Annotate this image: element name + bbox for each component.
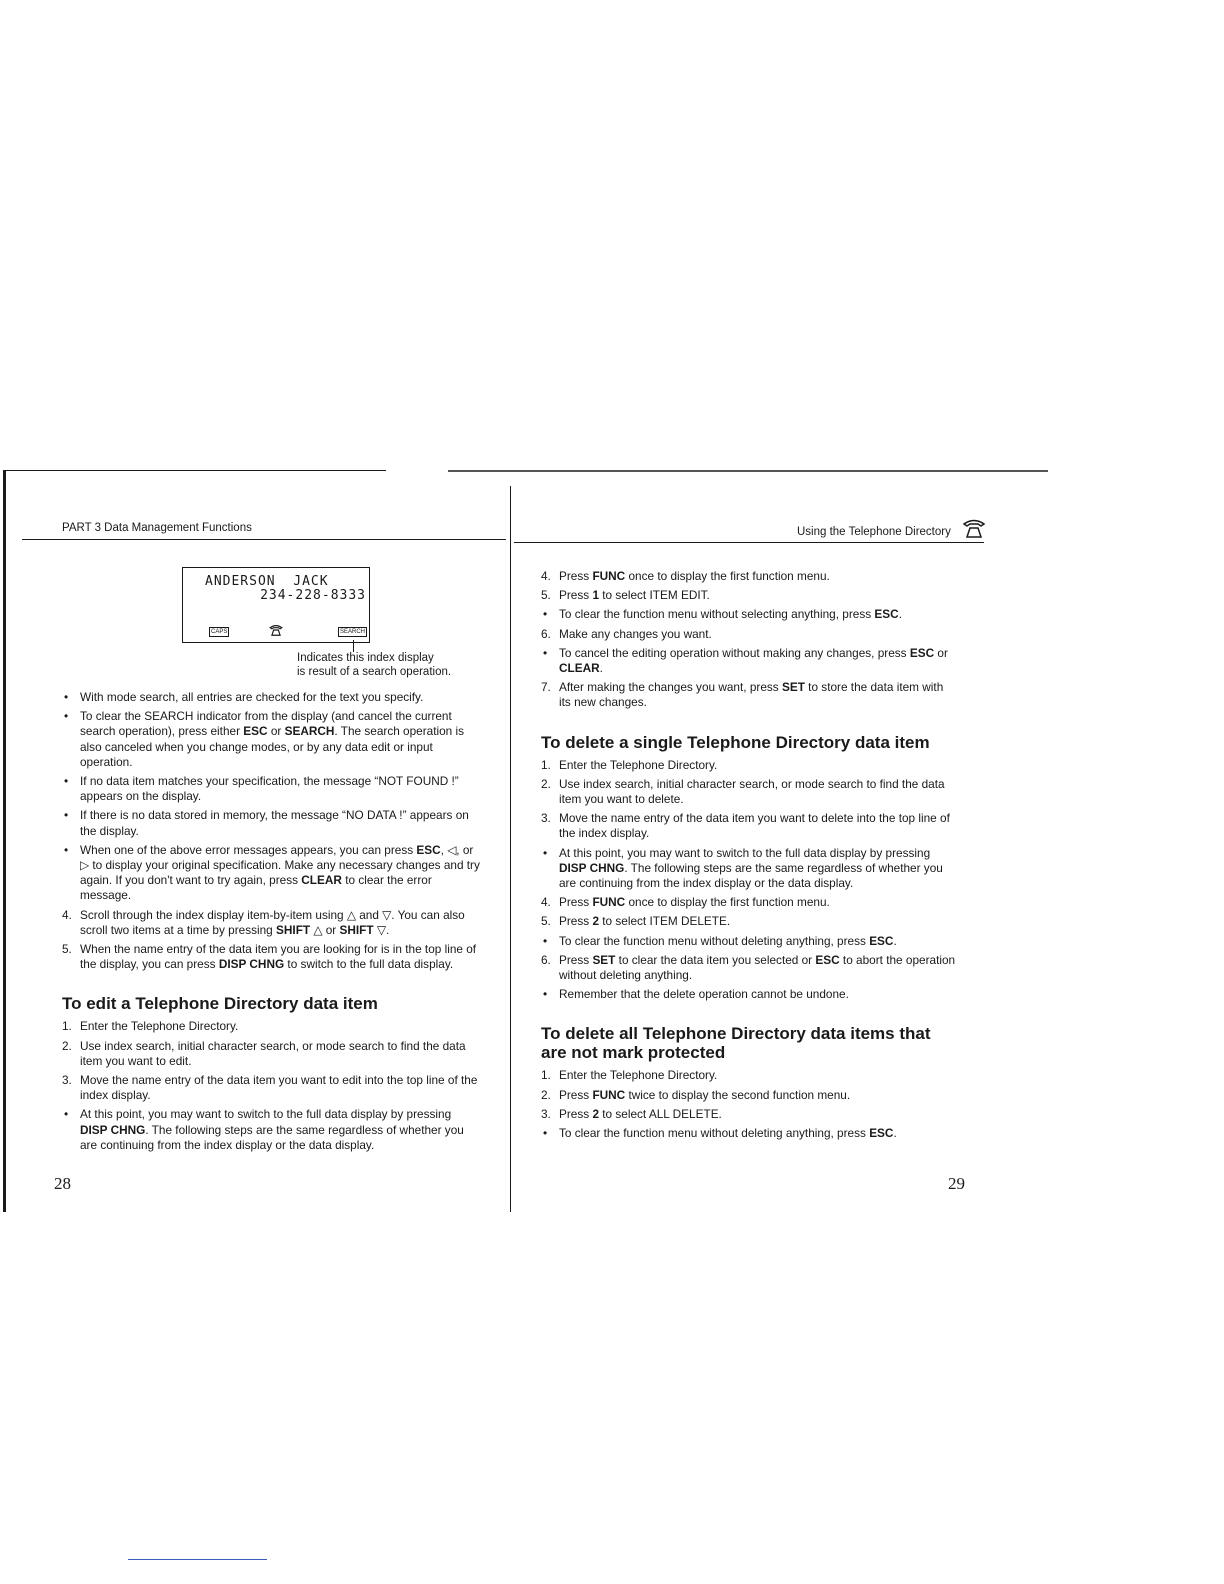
list-item: 6. Press SET to clear the data item you selected or ESC to abort the operation without deleting anything. bbox=[541, 952, 956, 983]
list-item: • With mode search, all entries are checked for the text you specify. bbox=[64, 690, 424, 704]
caption-line-1: Indicates this index display bbox=[297, 652, 434, 664]
list-item: • To clear the function menu without selecting anything, press ESC. bbox=[543, 607, 902, 622]
list-item: 5. When the name entry of the data item you are looking for is in the top line of the display, you can press DISP CHNG to switch to the full data display. bbox=[62, 942, 477, 972]
list-item: 2. Press FUNC twice to display the second function menu. bbox=[541, 1087, 851, 1102]
right-header-rule bbox=[514, 542, 984, 543]
gutter-line bbox=[510, 486, 511, 1212]
list-item: 4. Press FUNC once to display the first function menu. bbox=[541, 569, 830, 583]
delete-single-list bbox=[541, 758, 957, 1003]
list-item: 1. Enter the Telephone Directory. bbox=[541, 1068, 718, 1083]
delete-all-title-line-1: To delete all Telephone Directory data items that bbox=[541, 1024, 931, 1044]
lcd-display bbox=[182, 567, 370, 643]
left-top-list bbox=[62, 690, 480, 972]
search-indicator: SEARCH bbox=[339, 629, 365, 635]
delete-all-title bbox=[541, 1024, 957, 1062]
left-page-number: 28 bbox=[54, 1174, 71, 1193]
telephone-icon bbox=[962, 518, 986, 538]
list-item: 6. Make any changes you want. bbox=[541, 626, 712, 641]
left-page-header: PART 3 Data Management Functions bbox=[62, 522, 252, 534]
lcd-caption bbox=[297, 651, 451, 679]
right-column bbox=[541, 569, 957, 1145]
left-scan-edge bbox=[3, 470, 6, 1212]
list-item: • Remember that the delete operation cannot be undone. bbox=[543, 987, 849, 1002]
list-item: 2. Use index search, initial character search, or mode search to find the data item you want to delete. bbox=[541, 776, 945, 807]
list-item: • To clear the function menu without deleting anything, press ESC. bbox=[543, 933, 897, 948]
lcd-line-2: 234-228-8333 bbox=[260, 588, 366, 603]
lcd-telephone-icon bbox=[269, 624, 283, 636]
list-item: 4. Scroll through the index display item-by-item using △ and ▽. You can also scroll two items at a time by pressing SHIFT △ or SHIFT ▽. bbox=[62, 907, 465, 937]
list-item: 3. Move the name entry of the data item you want to edit into the top line of the index display. bbox=[62, 1073, 478, 1103]
top-scan-line-right bbox=[448, 470, 1048, 472]
left-column bbox=[62, 690, 480, 1157]
list-item: 1. Enter the Telephone Directory. bbox=[541, 757, 718, 772]
list-item: 2. Use index search, initial character search, or mode search to find the data item you want to edit. bbox=[62, 1038, 466, 1068]
list-item: 3. Press 2 to select ALL DELETE. bbox=[541, 1106, 722, 1121]
list-item: 7. After making the changes you want, press SET to store the data item with its new changes. bbox=[541, 680, 944, 710]
right-page-header: Using the Telephone Directory bbox=[797, 526, 951, 538]
caps-indicator: CAPS bbox=[211, 629, 228, 635]
list-item: • If no data item matches your specification, the message “NOT FOUND !” appears on the display. bbox=[64, 774, 459, 804]
list-item: • At this point, you may want to switch to the full data display by pressing DISP CHNG. The following steps are the same regardless of whether you are continuing from the index display or the data display. bbox=[64, 1107, 464, 1152]
edit-continued-list bbox=[541, 569, 957, 711]
list-item: 5. Press 2 to select ITEM DELETE. bbox=[541, 914, 731, 929]
list-item: • If there is no data stored in memory, the message “NO DATA !” appears on the display. bbox=[64, 808, 469, 838]
top-scan-line-left bbox=[6, 470, 386, 471]
footnote-rule bbox=[128, 1559, 267, 1560]
delete-all-title-line-2: are not mark protected bbox=[541, 1043, 726, 1063]
list-item: • When one of the above error messages appears, you can press ESC, ◁, or ▷ to display your original specification. Make any necessary changes and try again. If you don't want to try again, press CLEAR to clear the error message. bbox=[64, 842, 480, 903]
delete-all-list bbox=[541, 1068, 957, 1141]
list-item: 3. Move the name entry of the data item you want to delete into the top line of the index display. bbox=[541, 811, 950, 841]
left-header-rule bbox=[22, 539, 506, 540]
lcd-line-1: ANDERSON JACK bbox=[205, 574, 329, 589]
caption-line-2: is result of a search operation. bbox=[297, 666, 452, 678]
right-page-number: 29 bbox=[948, 1174, 965, 1193]
list-item: • To clear the function menu without deleting anything, press ESC. bbox=[543, 1126, 897, 1141]
list-item: • To cancel the editing operation without making any changes, press ESC or CLEAR. bbox=[543, 645, 948, 676]
edit-steps-list bbox=[62, 1019, 480, 1153]
edit-section-title: To edit a Telephone Directory data item bbox=[62, 994, 378, 1014]
list-item: 4. Press FUNC once to display the first function menu. bbox=[541, 895, 830, 910]
delete-single-title: To delete a single Telephone Directory data item bbox=[541, 732, 930, 752]
list-item: 5. Press 1 to select ITEM EDIT. bbox=[541, 588, 710, 603]
list-item: • At this point, you may want to switch to the full data display by pressing DISP CHNG. The following steps are the same regardless of whether you are continuing from the index display or the data display. bbox=[543, 845, 943, 891]
list-item: • To clear the SEARCH indicator from the display (and cancel the current search operation), press either ESC or SEARCH. The search operation is also canceled when you change modes, or by any data edit or input operation. bbox=[64, 709, 465, 769]
list-item: 1. Enter the Telephone Directory. bbox=[62, 1019, 239, 1034]
